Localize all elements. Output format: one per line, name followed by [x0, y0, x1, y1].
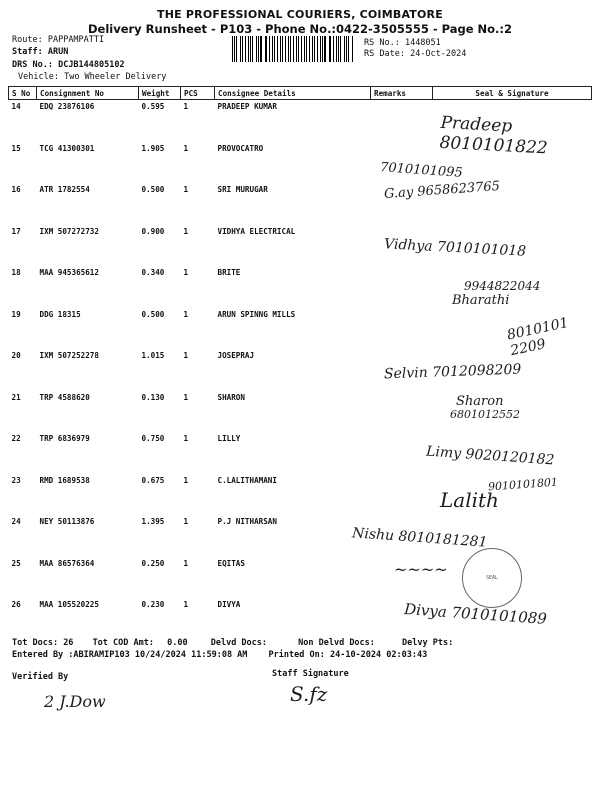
drs-line: [12, 60, 125, 70]
cell-sno: 19: [11, 309, 21, 319]
barcode-bar: [340, 36, 341, 62]
cell-weight: 0.595: [141, 102, 165, 111]
cell-consignee: DIVYA: [217, 600, 241, 609]
barcode: [232, 36, 354, 62]
cell-consignee: P.J NITHARSAN: [217, 517, 277, 526]
cell-pcs: 1: [183, 475, 189, 485]
cell-remarks: [371, 308, 433, 350]
cell-weight: 1.395: [141, 517, 165, 526]
drs-label: DRS No.:: [12, 60, 53, 70]
printed-on-label: Printed On:: [268, 650, 325, 660]
barcode-bar: [274, 36, 275, 62]
staff-line: [12, 47, 68, 57]
cell-weight: 0.750: [141, 434, 165, 443]
cell-weight: 0.500: [141, 309, 165, 319]
drs-value: DCJB144805102: [58, 60, 125, 70]
cell-pcs: 1: [183, 434, 189, 443]
signature-row-18-name: Bharathi: [452, 293, 510, 308]
scribble-row-25: ~~~~: [394, 560, 448, 579]
signature-row-18-phone: 9944822044: [464, 279, 541, 293]
cell-pcs: 1: [183, 392, 189, 402]
cell-pcs: 1: [183, 351, 189, 360]
barcode-bar: [232, 36, 233, 62]
rs-no-value: 1448051: [404, 38, 441, 48]
staff-signature: S.fz: [290, 682, 328, 706]
barcode-bar: [298, 36, 299, 62]
route-value: PAPPAMPATTI: [47, 35, 105, 45]
non-delvd-docs-label: Non Delvd Docs:: [298, 638, 375, 648]
cell-remarks: [371, 432, 433, 474]
staff-value: ARUN: [47, 47, 69, 57]
cell-consignment-no: MAA 86576364: [39, 558, 95, 568]
tot-cod-label: Tot COD Amt:: [92, 638, 154, 648]
route-line: [12, 35, 104, 45]
vehicle-label: Vehicle:: [18, 72, 59, 82]
company-title: THE PROFESSIONAL COURIERS, COIMBATORE: [157, 8, 443, 21]
col-pcs: PCS: [181, 87, 215, 100]
signature-row-20: Selvin 7012098209: [383, 361, 522, 383]
runsheet-subtitle: Delivery Runsheet - P103 - Phone No.:0422-3505555 - Page No.:2: [87, 22, 513, 36]
tot-cod-value: 0.00: [167, 638, 188, 648]
delvd-docs-label: Delvd Docs:: [210, 638, 268, 648]
col-consignment: Consignment No: [37, 87, 139, 100]
cell-pcs: 1: [183, 143, 189, 153]
tot-docs-label: Tot Docs:: [12, 638, 59, 648]
barcode-bar: [242, 36, 243, 62]
cell-consignment-no: TRP 4588620: [39, 392, 90, 402]
cell-consignee: ARUN SPINNG MILLS: [217, 309, 296, 319]
signature-row-24: Nishu 8010181281: [351, 525, 488, 551]
cell-consignee: JOSEPRAJ: [217, 351, 255, 360]
cell-remarks: [371, 100, 433, 142]
barcode-bar: [352, 36, 353, 62]
barcode-bar: [282, 36, 283, 62]
route-label: Route:: [12, 35, 43, 45]
barcode-bar: [252, 36, 253, 62]
vehicle-value: Two Wheeler Delivery: [64, 72, 167, 82]
cell-pcs: 1: [183, 268, 189, 277]
cell-consignment-no: RMD 1689538: [39, 475, 90, 485]
signature-row-23-name: Lalith: [440, 488, 499, 512]
signature-row-16: G.ay 9658623765: [383, 178, 501, 203]
cell-consignee: SRI MURUGAR: [217, 185, 268, 194]
cell-consignment-no: EDQ 23876106: [39, 102, 95, 111]
cell-remarks: [371, 391, 433, 433]
cell-sno: 16: [11, 185, 21, 194]
signature-row-15: 7010101095: [379, 160, 464, 181]
rs-date-label: RS Date:: [364, 49, 405, 59]
cell-consignee: EQITAS: [217, 558, 245, 568]
cell-pcs: 1: [183, 600, 189, 609]
cell-pcs: 1: [183, 558, 189, 568]
signature-row-14: Pradeep 8010101822: [439, 112, 549, 159]
cell-sno: 26: [11, 600, 21, 609]
cell-consignment-no: IXM 507272732: [39, 226, 99, 236]
barcode-bar: [296, 36, 297, 62]
cell-weight: 0.130: [141, 392, 165, 402]
cell-pcs: 1: [183, 226, 189, 236]
cell-weight: 0.900: [141, 226, 165, 236]
cell-consignment-no: MAA 945365612: [39, 268, 99, 277]
verified-by-label: Verified By: [12, 672, 69, 682]
cell-sno: 24: [11, 517, 21, 526]
staff-signature-label: Staff Signature: [272, 669, 349, 679]
cell-consignee: PROVOCATRO: [217, 143, 264, 153]
barcode-bar: [288, 36, 289, 62]
cell-pcs: 1: [183, 102, 189, 111]
barcode-bar: [256, 36, 257, 62]
cell-pcs: 1: [183, 185, 189, 194]
delvy-pts-label: Delvy Pts:: [402, 638, 454, 648]
cell-consignee: SHARON: [217, 392, 245, 402]
signature-row-23-phone: 9010101801: [487, 475, 559, 494]
cell-sno: 17: [11, 226, 21, 236]
table-row: [9, 183, 592, 225]
cell-sno: 20: [11, 351, 21, 360]
totals-line: [12, 638, 592, 648]
cell-weight: 1.015: [141, 351, 165, 360]
cell-remarks: [371, 266, 433, 308]
cell-consignment-no: TRP 6836979: [39, 434, 90, 443]
rs-no-label: RS No.:: [364, 38, 400, 48]
col-signature: Seal & Signature: [433, 87, 592, 100]
cell-consignment-no: TCG 41300301: [39, 143, 95, 153]
cell-remarks: [371, 474, 433, 516]
vehicle-line: [18, 72, 166, 82]
signature-row-17: Vidhya 7010101018: [383, 236, 527, 260]
barcode-bar: [344, 36, 345, 62]
cell-consignment-no: NEY 50113876: [39, 517, 95, 526]
cell-sno: 22: [11, 434, 21, 443]
col-sno: S No: [9, 87, 37, 100]
staff-label: Staff:: [12, 47, 43, 57]
printed-on-value: 24-10-2024 02:03:43: [329, 650, 428, 660]
cell-consignment-no: ATR 1782554: [39, 185, 90, 194]
col-remarks: Remarks: [371, 87, 433, 100]
barcode-bar: [306, 36, 307, 62]
cell-consignee: PRADEEP KUMAR: [217, 102, 277, 111]
cell-weight: 0.250: [141, 558, 165, 568]
barcode-bar: [260, 36, 261, 62]
cell-consignee: BRITE: [217, 268, 241, 277]
rs-date-value: 24-Oct-2024: [410, 49, 467, 59]
cell-sno: 23: [11, 475, 21, 485]
cell-sno: 18: [11, 268, 21, 277]
signature-row-26: Divya 7010101089: [403, 600, 548, 628]
cell-weight: 0.500: [141, 185, 165, 194]
cell-consignment-no: DDG 18315: [39, 309, 81, 319]
cell-consignee: C.LALITHAMANI: [217, 475, 277, 485]
barcode-bar: [333, 36, 334, 62]
cell-consignment-no: IXM 507252278: [39, 351, 99, 360]
signature-row-21-name: Sharon: [456, 394, 504, 409]
verified-by-signature: 2 J.Dow: [44, 692, 106, 711]
signature-row-22: Limy 9020120182: [425, 443, 555, 469]
rs-no-line: [364, 38, 441, 48]
table-row: [9, 308, 592, 350]
col-consignee: Consignee Details: [215, 87, 371, 100]
entered-line: [12, 650, 427, 660]
table-header-row: [9, 87, 592, 100]
cell-sno: 14: [11, 102, 21, 111]
cell-weight: 1.905: [141, 143, 165, 153]
tot-docs-value: 26: [63, 638, 74, 648]
signature-row-21-phone: 6801012552: [450, 408, 520, 421]
entered-by-label: Entered By :: [12, 650, 74, 660]
barcode-bar: [324, 36, 325, 62]
cell-weight: 0.340: [141, 268, 165, 277]
entered-by-value: ABIRAMIP103 10/24/2024 11:59:08 AM: [73, 650, 248, 660]
rs-date-line: [364, 49, 466, 59]
barcode-bar: [314, 36, 315, 62]
cell-consignee: LILLY: [217, 434, 241, 443]
barcode-bar: [240, 36, 241, 62]
cell-sno: 25: [11, 558, 21, 568]
cell-sno: 21: [11, 392, 21, 402]
cell-consignment-no: MAA 105520225: [39, 600, 99, 609]
signature-row-19: 8010101 2209: [505, 314, 571, 360]
cell-pcs: 1: [183, 517, 189, 526]
cell-consignee: VIDHYA ELECTRICAL: [217, 226, 296, 236]
barcode-bar: [269, 36, 270, 62]
cell-pcs: 1: [183, 309, 189, 319]
cell-sno: 15: [11, 143, 21, 153]
company-seal-stamp: SEAL: [462, 548, 522, 608]
col-weight: Weight: [139, 87, 181, 100]
barcode-bar: [322, 36, 323, 62]
cell-weight: 0.230: [141, 600, 165, 609]
cell-weight: 0.675: [141, 475, 165, 485]
